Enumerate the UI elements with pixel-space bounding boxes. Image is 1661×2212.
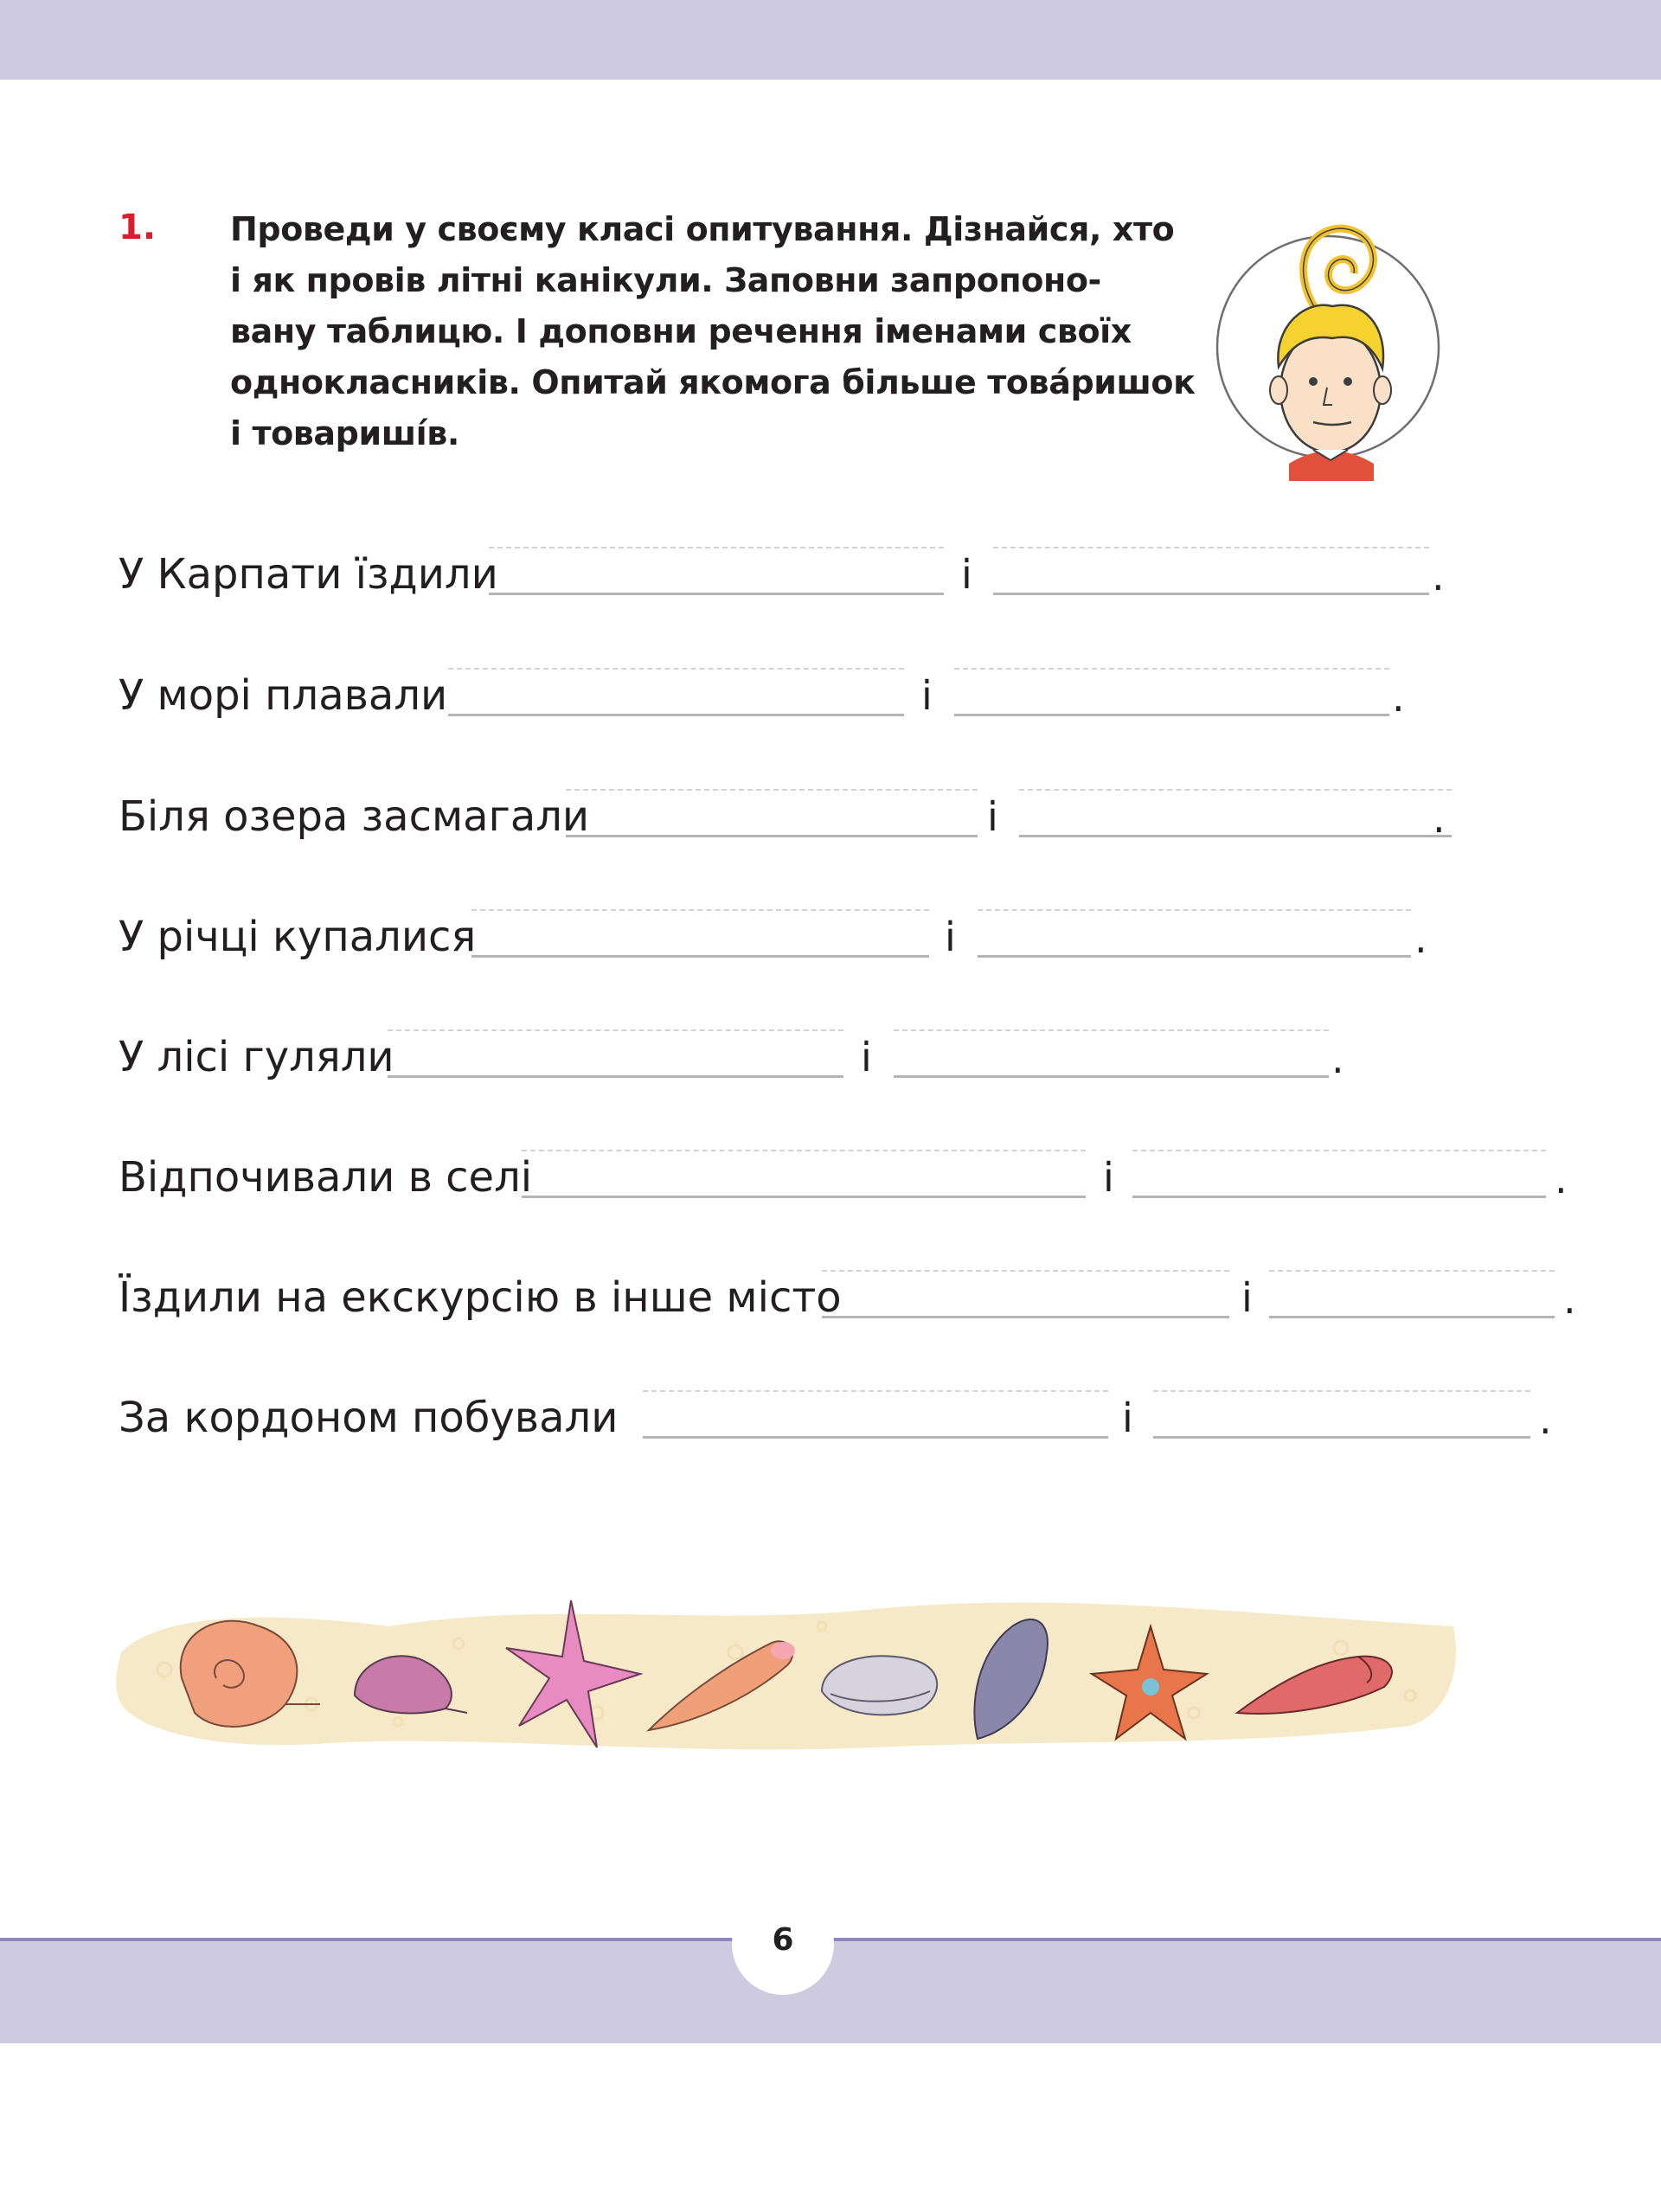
name-blank-1[interactable]: [566, 789, 978, 837]
sentence-row: [119, 1380, 1552, 1458]
sentence-row: [119, 1260, 1576, 1337]
sentence-row: [119, 779, 1468, 856]
conjunction: і: [987, 793, 998, 840]
sentence-label: У Карпати їздили: [119, 550, 498, 599]
name-blank-1[interactable]: [822, 1270, 1229, 1318]
task-line: і товариші́в.: [230, 414, 459, 452]
boy-avatar-illustration: [1211, 204, 1445, 481]
sentence-label: За кордоном побували: [119, 1394, 619, 1442]
conjunction: і: [1122, 1395, 1133, 1441]
sentence-label: Їздили на екскурсію в інше місто: [119, 1273, 842, 1322]
sentence-end: .: [1392, 674, 1405, 721]
sentence-label: У річці купалися: [119, 913, 477, 961]
conjunction: і: [1103, 1154, 1114, 1201]
name-blank-1[interactable]: [448, 668, 904, 716]
name-blank-2[interactable]: [1153, 1390, 1530, 1439]
task-instruction: [230, 204, 1196, 459]
name-blank-2[interactable]: [978, 909, 1411, 958]
sentence-label: Відпочивали в селі: [119, 1153, 533, 1202]
sentence-row: [119, 1139, 1568, 1217]
task-1: [0, 199, 1661, 476]
name-blank-1[interactable]: [643, 1390, 1108, 1439]
sentence-row: [119, 657, 1468, 735]
conjunction: і: [1241, 1274, 1253, 1321]
task-line: вану таблицю. І доповни речення іменами своїх: [230, 312, 1132, 350]
conjunction: і: [945, 914, 956, 960]
sentence-label: Біля озера засмагали: [119, 792, 590, 841]
sentence-row: [119, 536, 1468, 614]
sentence-end: .: [1433, 795, 1446, 842]
task-number: 1.: [119, 208, 157, 247]
sentence-row: [119, 899, 1468, 977]
sentence-end: .: [1432, 553, 1445, 599]
page-number-badge: [732, 1893, 834, 1995]
sentence-end: .: [1555, 1156, 1568, 1202]
name-blank-2[interactable]: [993, 547, 1429, 595]
conjunction: і: [961, 551, 972, 598]
task-line: і як провів літні канікули. Заповни запропоно-: [230, 261, 1101, 299]
name-blank-1[interactable]: [489, 547, 944, 595]
seashells-illustration: [112, 1574, 1462, 1760]
clam-shell-icon: [822, 1656, 937, 1715]
sentence-end: .: [1539, 1396, 1552, 1443]
task-line: однокласників. Опитай якомога більше това́ришок: [230, 363, 1196, 401]
name-blank-2[interactable]: [1019, 789, 1452, 837]
name-blank-1[interactable]: [388, 1029, 843, 1078]
name-blank-1[interactable]: [471, 909, 929, 958]
task-line: Проведи у своєму класі опитування. Дізнайся, хто: [230, 210, 1175, 248]
sentence-end: .: [1331, 1035, 1344, 1082]
name-blank-2[interactable]: [954, 668, 1389, 716]
page-number: 6: [772, 1922, 794, 1958]
top-band: [0, 0, 1661, 80]
conjunction: і: [921, 672, 933, 719]
name-blank-2[interactable]: [894, 1029, 1329, 1078]
sentence-end: .: [1414, 915, 1427, 962]
sentence-label: У лісі гуляли: [119, 1033, 394, 1081]
sentence-row: [119, 1019, 1468, 1097]
sentence-label: У морі плавали: [119, 671, 448, 720]
name-blank-1[interactable]: [522, 1150, 1086, 1198]
name-blank-2[interactable]: [1269, 1270, 1555, 1318]
name-blank-2[interactable]: [1132, 1150, 1546, 1198]
sentence-end: .: [1563, 1276, 1576, 1323]
conjunction: і: [861, 1034, 872, 1080]
